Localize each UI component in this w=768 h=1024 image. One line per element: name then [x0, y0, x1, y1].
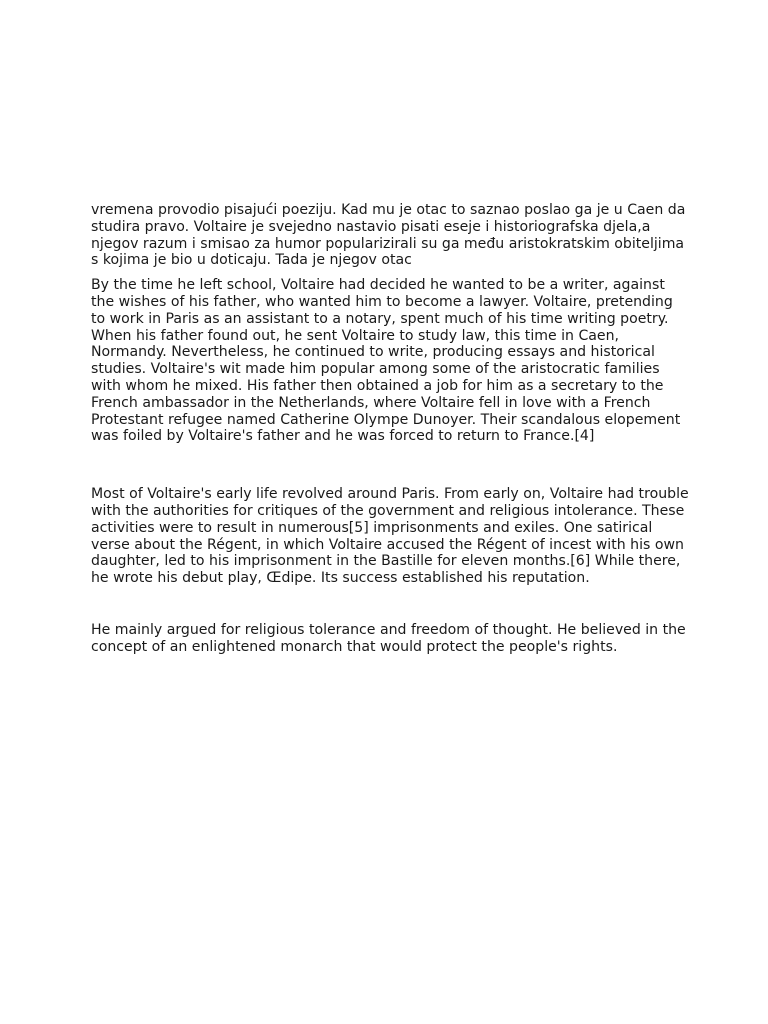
paragraph-paris-life: Most of Voltaire's early life revolved around Paris. From early on, Voltaire had trouble with the authorities for critiques of the government and religious intolerance. These activities were to result in numerous[5] imprisonments and exiles. One satirical verse about the Régent, in which Voltaire accused the Régent of incest with his own daughter, led to his imprisonment in the Bastille for eleven months.[6] While there, he wrote his debut play, Œdipe. Its success established his reputation.: [91, 486, 689, 587]
paragraph-early-career: By the time he left school, Voltaire had decided he wanted to be a writer, against the wishes of his father, who wanted him to become a lawyer. Voltaire, pretending to work in Paris as an assistant to a notary, spent much of his time writing poetry. When his father found out, he sent Voltaire to study law, this time in Caen, Normandy. Nevertheless, he continued to write, producing essays and historical studies. Voltaire's wit made him popular among some of the aristocratic families with whom he mixed. His father then obtained a job for him as a secretary to the French ambassador in the Netherlands, where Voltaire fell in love with a French Protestant refugee named Catherine Olympe Dunoyer. Their scandalous elopement was foiled by Voltaire's father and he was forced to return to France.[4]: [91, 277, 681, 445]
paragraph-croatian-intro: vremena provodio pisajući poeziju. Kad mu je otac to saznao poslao ga je u Caen da studira pravo. Voltaire je svejedno nastavio pisati eseje i historiografska djela,a njegov razum i smisao za humor popularizirali su ga među aristokratskim obiteljima s kojima je bio u doticaju. Tada je njegov otac: [91, 202, 686, 269]
document-body: [91, 202, 691, 656]
paragraph-tolerance: He mainly argued for religious tolerance and freedom of thought. He believed in the concept of an enlightened monarch that would protect the people's rights.: [91, 621, 686, 655]
